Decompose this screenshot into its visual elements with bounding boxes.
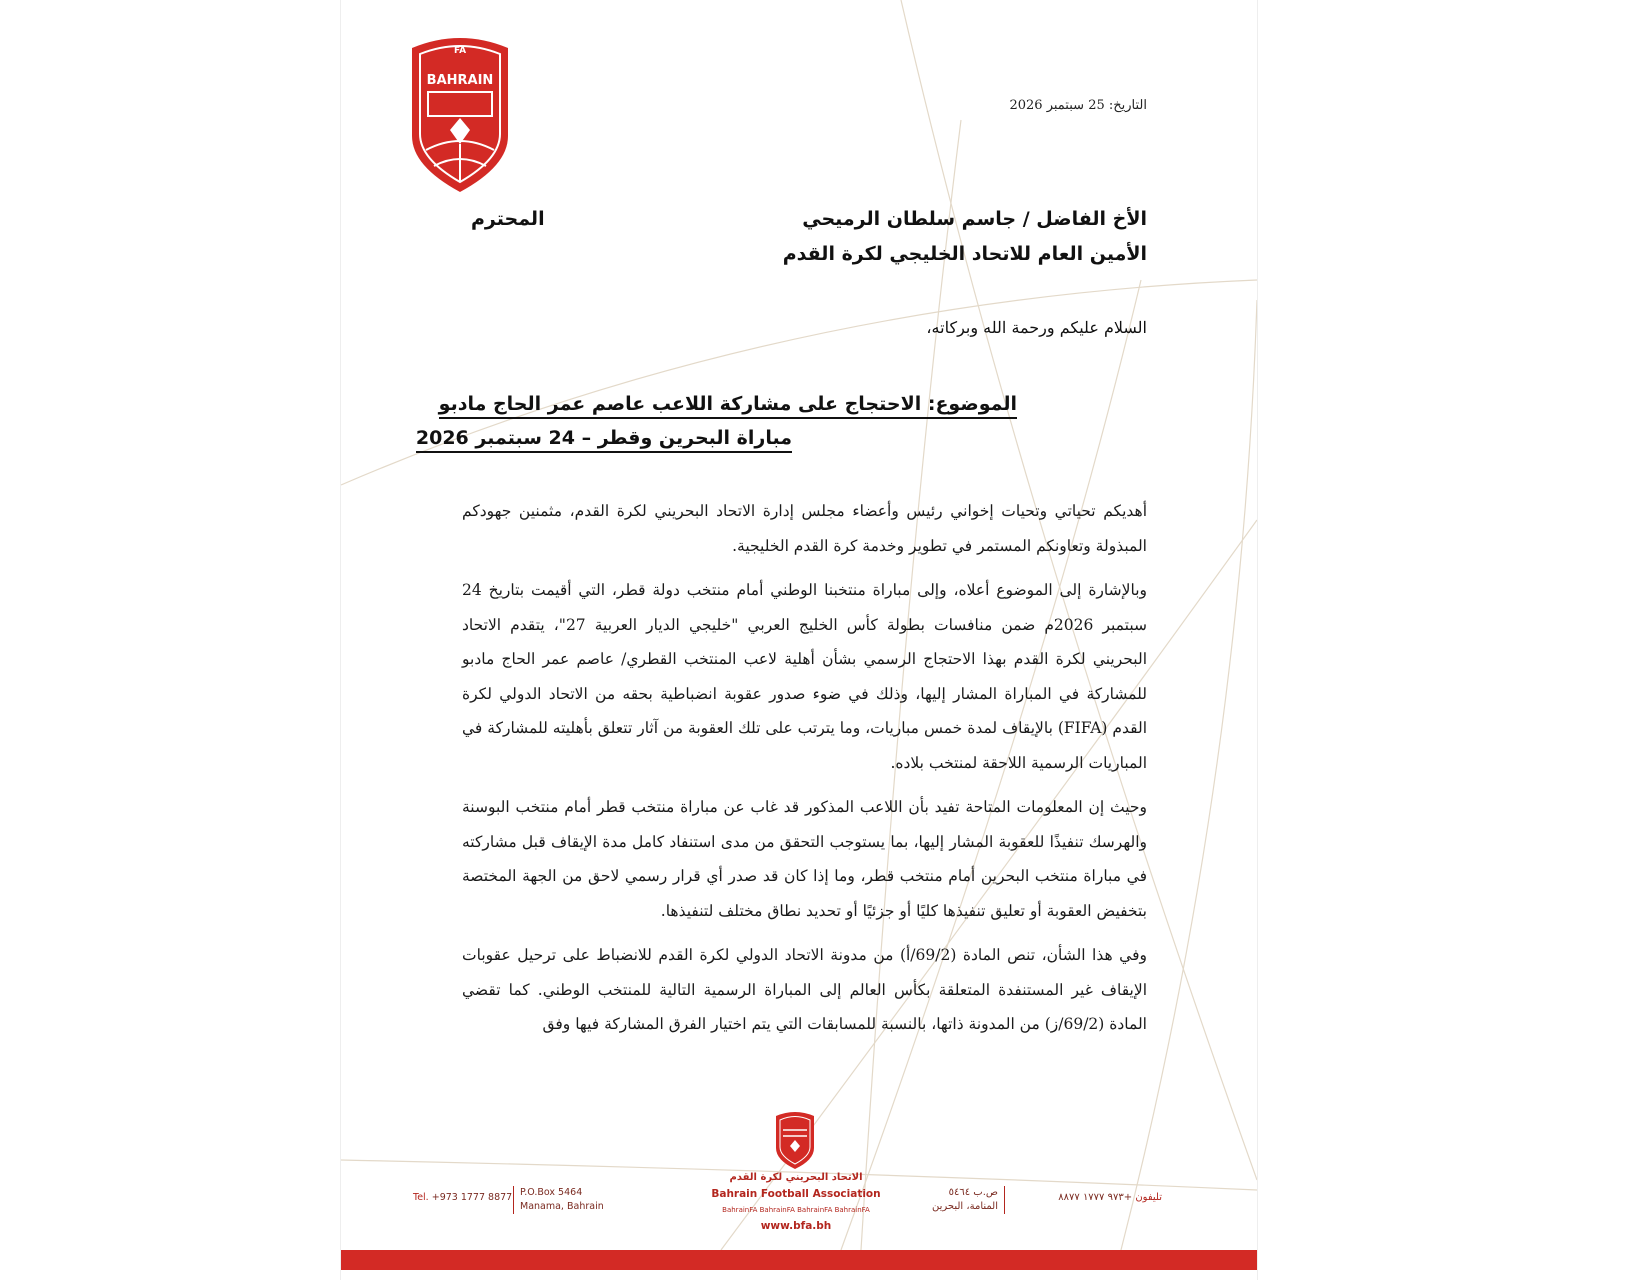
footer-phone-ar bbox=[1058, 1192, 1162, 1203]
footer-red-bar bbox=[341, 1250, 1257, 1270]
logo-name-text: BAHRAIN bbox=[426, 73, 494, 88]
subject-line-1: الموضوع: الاحتجاج على مشاركة اللاعب عاصم عمر الحاج مادبو bbox=[439, 393, 1017, 419]
letter-page bbox=[341, 0, 1257, 1280]
footer-phone-number-en: +973 1777 8877 bbox=[431, 1192, 513, 1203]
footer-pobox-ar: ص.ب ٥٤٦٤ bbox=[948, 1187, 998, 1198]
footer-phone-label-ar: تليفون bbox=[1135, 1192, 1162, 1203]
bfa-logo bbox=[404, 26, 516, 196]
footer-name-ar: الاتحاد البحريني لكرة القدم bbox=[729, 1172, 863, 1183]
footer-city-ar: المنامة، البحرين bbox=[931, 1201, 998, 1212]
footer-phone-en bbox=[413, 1192, 512, 1203]
footer-phone-label-en: Tel. bbox=[413, 1192, 429, 1203]
subject-line-2: مباراة البحرين وقطر – 24 سبتمبر 2026 bbox=[416, 427, 792, 453]
body-paragraph: أهديكم تحياتي وتحيات إخواني رئيس وأعضاء مجلس إدارة الاتحاد البحريني لكرة القدم، مثمنين جهودكم المبذولة وتعاونكم المستمر في تطوير وخدمة كرة القدم الخليجية. bbox=[462, 502, 1147, 555]
footer-website-link[interactable]: www.bfa.bh bbox=[760, 1220, 832, 1232]
letter-body bbox=[462, 494, 1147, 1052]
logo-fa-text: FA bbox=[453, 46, 467, 56]
body-paragraph: وبالإشارة إلى الموضوع أعلاه، وإلى مباراة منتخبنا الوطني أمام منتخب دولة قطر، التي أقيمت بتاريخ 24 سبتمبر 2026م ضمن منافسات بطولة كأس الخليج العربي "خليجي الديار العربية 27"، يتقدم الاتحاد البحريني لكرة القدم بهذا الاحتجاج الرسمي بشأن أهلية لاعب المنتخب القطري/ عاصم عمر الحاج مادبو للمشاركة في المباراة المشار إليها، وذلك في ضوء صدور عقوبة انضباطية بحقه من الاتحاد الدولي لكرة القدم (FIFA) بالإيقاف لمدة خمس مباريات، وما يترتب على تلك العقوبة من آثار تتعلق بأهليته للمشاركة في المباريات الرسمية اللاحقة لمنتخب بلاده. bbox=[462, 581, 1148, 772]
footer-name-en: Bahrain Football Association bbox=[711, 1188, 881, 1200]
footer-address-en bbox=[513, 1186, 604, 1214]
footer-social-handles[interactable]: BahrainFA BahrainFA BahrainFA BahrainFA bbox=[722, 1206, 870, 1214]
addressee-name: الأخ الفاضل / جاسم سلطان الرميحي bbox=[802, 208, 1147, 230]
footer-logo bbox=[773, 1108, 817, 1170]
addressee-title: الأمين العام للاتحاد الخليجي لكرة القدم bbox=[782, 243, 1147, 265]
footer-phone-number-ar: +٩٧٣ ١٧٧٧ ٨٨٧٧ bbox=[1058, 1192, 1133, 1203]
addressee-honorific: المحترم bbox=[471, 208, 545, 230]
footer-city-en: Manama, Bahrain bbox=[520, 1201, 604, 1212]
footer-pobox-en: P.O.Box 5464 bbox=[520, 1187, 583, 1198]
greeting: السلام عليكم ورحمة الله وبركاته، bbox=[926, 318, 1147, 337]
body-paragraph: وحيث إن المعلومات المتاحة تفيد بأن اللاعب المذكور قد غاب عن مباراة منتخب قطر أمام منتخب البوسنة والهرسك تنفيذًا للعقوبة المشار إليها، بما يستوجب التحقق من مدى استنفاد كامل مدة الإيقاف قبل مشاركته في مباراة منتخب البحرين أمام منتخب قطر، وما إذا كان قد صدر أي قرار رسمي لاحق من الجهة المختصة بتخفيض العقوبة أو تعليق تنفيذها كليًا أو جزئيًا أو تحديد نطاق مختلف لتنفيذها. bbox=[462, 798, 1147, 920]
body-paragraph: وفي هذا الشأن، تنص المادة (69/2/أ) من مدونة الاتحاد الدولي لكرة القدم للانضباط على ترحيل عقوبات الإيقاف غير المستنفدة المتعلقة بكأس العالم إلى المباراة الرسمية التالية للمنتخب الوطني. كما تقضي المادة (69/2/ز) من المدونة ذاتها، بالنسبة للمسابقات التي يتم اختيار الفرق المشاركة فيها وفق bbox=[462, 946, 1147, 1033]
footer-address-ar bbox=[932, 1186, 1005, 1214]
letter-date: التاريخ: 25 سبتمبر 2026 bbox=[1009, 98, 1147, 113]
